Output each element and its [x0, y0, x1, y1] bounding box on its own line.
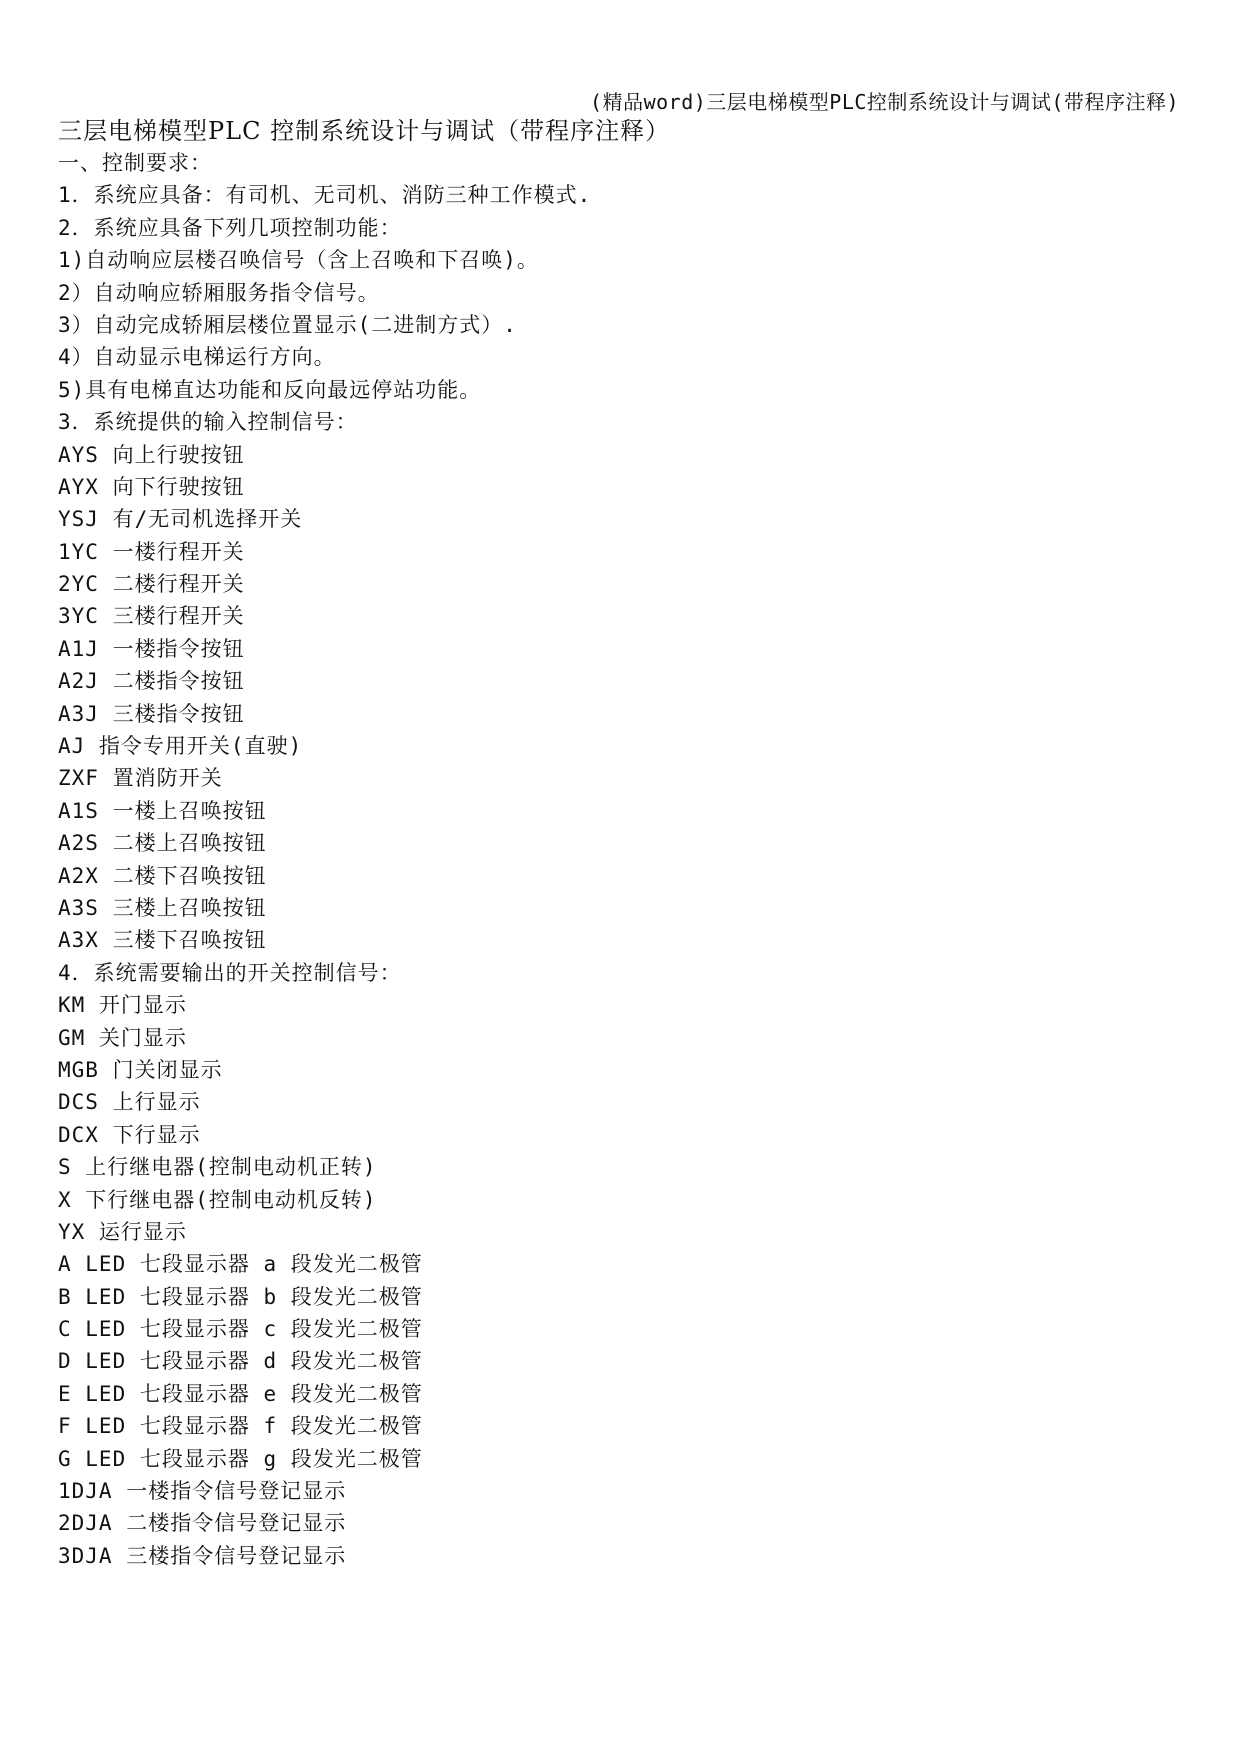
document-line: A3J 三楼指令按钮	[58, 701, 245, 726]
document-line: DCX 下行显示	[58, 1122, 201, 1147]
document-line: 2DJA 二楼指令信号登记显示	[58, 1511, 347, 1536]
document-title: 三层电梯模型PLC 控制系统设计与调试（带程序注释）	[58, 117, 671, 145]
document-line: DCS 上行显示	[58, 1090, 201, 1115]
document-line: A2J 二楼指令按钮	[58, 669, 245, 694]
document-line: C LED 七段显示器 c 段发光二极管	[58, 1317, 423, 1342]
document-line: YX 运行显示	[58, 1219, 187, 1244]
document-line: D LED 七段显示器 d 段发光二极管	[58, 1349, 423, 1374]
document-line: A1J 一楼指令按钮	[58, 636, 245, 661]
document-line: 4．系统需要输出的开关控制信号：	[58, 960, 402, 985]
document-line: X 下行继电器(控制电动机反转)	[58, 1187, 377, 1212]
document-line: AJ 指令专用开关(直驶)	[58, 734, 303, 759]
document-line: GM 关门显示	[58, 1025, 187, 1050]
document-line: A2S 二楼上召唤按钮	[58, 831, 267, 856]
document-line: 3YC 三楼行程开关	[58, 604, 245, 629]
document-line: 2YC 二楼行程开关	[58, 572, 245, 597]
document-line: A3S 三楼上召唤按钮	[58, 895, 267, 920]
document-line: E LED 七段显示器 e 段发光二极管	[58, 1381, 423, 1406]
document-line: A1S 一楼上召唤按钮	[58, 798, 267, 823]
document-line: A3X 三楼下召唤按钮	[58, 928, 267, 953]
document-line: 5)具有电梯直达功能和反向最远停站功能。	[58, 377, 482, 402]
document-lines	[58, 147, 1178, 1572]
document-line: 4）自动显示电梯运行方向。	[58, 345, 336, 370]
document-line: B LED 七段显示器 b 段发光二极管	[58, 1284, 423, 1309]
document-line: 1)自动响应层楼召唤信号（含上召唤和下召唤)。	[58, 248, 539, 273]
document-line: 3．系统提供的输入控制信号：	[58, 410, 358, 435]
document-line: G LED 七段显示器 g 段发光二极管	[58, 1446, 423, 1471]
document-line: A2X 二楼下召唤按钮	[58, 863, 267, 888]
document-line: 2．系统应具备下列几项控制功能：	[58, 215, 402, 240]
document-line: A LED 七段显示器 a 段发光二极管	[58, 1252, 423, 1277]
document-line: ZXF 置消防开关	[58, 766, 223, 791]
document-line: AYX 向下行驶按钮	[58, 474, 245, 499]
running-header: (精品word)三层电梯模型PLC控制系统设计与调试(带程序注释)	[590, 90, 1179, 114]
document-line: 1DJA 一楼指令信号登记显示	[58, 1479, 347, 1504]
document-line: 3）自动完成轿厢层楼位置显示(二进制方式）.	[58, 312, 517, 337]
document-line: S 上行继电器(控制电动机正转)	[58, 1155, 377, 1180]
document-line: AYS 向上行驶按钮	[58, 442, 245, 467]
document-line: 1YC 一楼行程开关	[58, 539, 245, 564]
document-line: 2）自动响应轿厢服务指令信号。	[58, 280, 380, 305]
document-line: 1．系统应具备：有司机、无司机、消防三种工作模式.	[58, 183, 592, 208]
document-line: F LED 七段显示器 f 段发光二极管	[58, 1414, 423, 1439]
document-line: KM 开门显示	[58, 993, 187, 1018]
document-line: YSJ 有/无司机选择开关	[58, 507, 303, 532]
document-body	[58, 115, 1178, 1572]
document-line: MGB 门关闭显示	[58, 1057, 223, 1082]
document-line: 3DJA 三楼指令信号登记显示	[58, 1543, 347, 1568]
document-line: 一、控制要求：	[58, 151, 212, 175]
